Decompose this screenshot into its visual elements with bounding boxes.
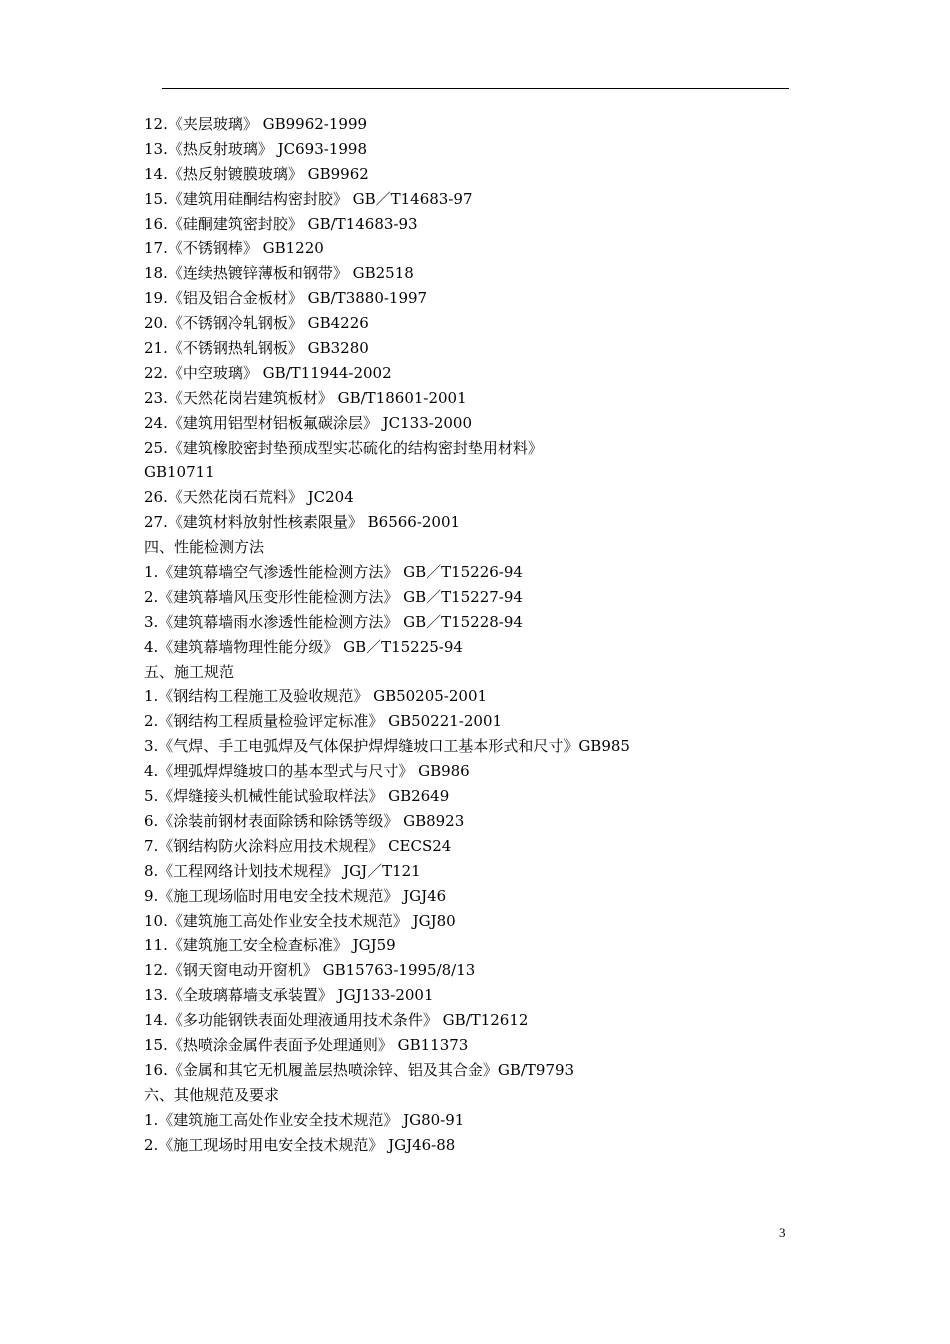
header-rule bbox=[162, 88, 789, 89]
list-item: 20.《不锈钢冷轧钢板》 GB4226 bbox=[144, 314, 369, 333]
list-item: 17.《不锈钢棒》 GB1220 bbox=[144, 239, 324, 258]
list-item: 2.《建筑幕墙风压变形性能检测方法》 GB／T15227-94 bbox=[144, 587, 523, 606]
list-item: 18.《连续热镀锌薄板和钢带》 GB2518 bbox=[144, 264, 414, 283]
list-item: 15.《建筑用硅酮结构密封胶》 GB／T14683-97 bbox=[144, 189, 473, 208]
list-item: 24.《建筑用铝型材铝板氟碳涂层》 JC133-2000 bbox=[144, 413, 472, 432]
list-item: 1.《建筑幕墙空气渗透性能检测方法》 GB／T15226-94 bbox=[144, 563, 523, 582]
list-item: 6.《涂装前钢材表面除锈和除锈等级》 GB8923 bbox=[144, 811, 465, 830]
list-item: 8.《工程网络计划技术规程》 JGJ／T121 bbox=[144, 861, 421, 880]
list-item: 27.《建筑材料放射性核素限量》 B6566-2001 bbox=[144, 513, 461, 532]
list-item-continuation: GB10711 bbox=[144, 463, 215, 482]
list-item: 12.《夹层玻璃》 GB9962-1999 bbox=[144, 115, 368, 133]
list-item: 1.《钢结构工程施工及验收规范》 GB50205-2001 bbox=[144, 687, 488, 706]
page-number: 3 bbox=[779, 1225, 786, 1240]
list-item: 13.《热反射玻璃》 JC693-1998 bbox=[144, 139, 367, 158]
section-heading: 六、其他规范及要求 bbox=[144, 1085, 280, 1104]
list-item: 16.《硅酮建筑密封胶》 GB/T14683-93 bbox=[144, 214, 418, 233]
list-item: 19.《铝及铝合金板材》 GB/T3880-1997 bbox=[144, 289, 428, 308]
section-heading: 五、施工规范 bbox=[144, 662, 235, 681]
list-item: 5.《焊缝接头机械性能试验取样法》 GB2649 bbox=[144, 787, 450, 806]
list-item: 1.《建筑施工高处作业安全技术规范》 JG80-91 bbox=[144, 1110, 465, 1129]
list-item: 22.《中空玻璃》 GB/T11944-2002 bbox=[144, 363, 392, 382]
list-item: 13.《全玻璃幕墙支承装置》 JGJ133-2001 bbox=[144, 986, 434, 1005]
list-item: 10.《建筑施工高处作业安全技术规范》 JGJ80 bbox=[144, 911, 456, 930]
list-item: 4.《埋弧焊焊缝坡口的基本型式与尺寸》 GB986 bbox=[144, 762, 470, 781]
list-item: 21.《不锈钢热轧钢板》 GB3280 bbox=[144, 339, 369, 358]
list-item: 16.《金属和其它无机履盖层热喷涂锌、铝及其合金》GB/T9793 bbox=[144, 1060, 575, 1079]
list-item: 3.《气焊、手工电弧焊及气体保护焊焊缝坡口工基本形式和尺寸》GB985 bbox=[144, 737, 630, 756]
list-item: 14.《热反射镀膜玻璃》 GB9962 bbox=[144, 164, 369, 183]
list-item: 9.《施工现场临时用电安全技术规范》 JGJ46 bbox=[144, 886, 447, 905]
list-item: 23.《天然花岗岩建筑板材》 GB/T18601-2001 bbox=[144, 388, 467, 407]
list-item: 2.《施工现场时用电安全技术规范》 JGJ46-88 bbox=[144, 1135, 456, 1154]
list-item: 14.《多功能钢铁表面处理液通用技术条件》 GB/T12612 bbox=[144, 1011, 529, 1030]
list-item: 7.《钢结构防火涂料应用技术规程》 CECS24 bbox=[144, 836, 452, 855]
list-item: 12.《钢天窗电动开窗机》 GB15763-1995/8/13 bbox=[144, 961, 476, 980]
list-item: 15.《热喷涂金属件表面予处理通则》 GB11373 bbox=[144, 1035, 469, 1054]
document-body bbox=[144, 112, 804, 1157]
list-item: 25.《建筑橡胶密封垫预成型实芯硫化的结构密封垫用材料》 bbox=[144, 438, 543, 457]
list-item: 3.《建筑幕墙雨水渗透性能检测方法》 GB／T15228-94 bbox=[144, 612, 523, 631]
list-item: 11.《建筑施工安全检查标准》 JGJ59 bbox=[144, 936, 396, 955]
section-heading: 四、性能检测方法 bbox=[144, 538, 265, 557]
list-item: 4.《建筑幕墙物理性能分级》 GB／T15225-94 bbox=[144, 637, 463, 656]
list-item: 2.《钢结构工程质量检验评定标准》 GB50221-2001 bbox=[144, 712, 503, 731]
list-item: 26.《天然花岗石荒料》 JC204 bbox=[144, 488, 354, 507]
